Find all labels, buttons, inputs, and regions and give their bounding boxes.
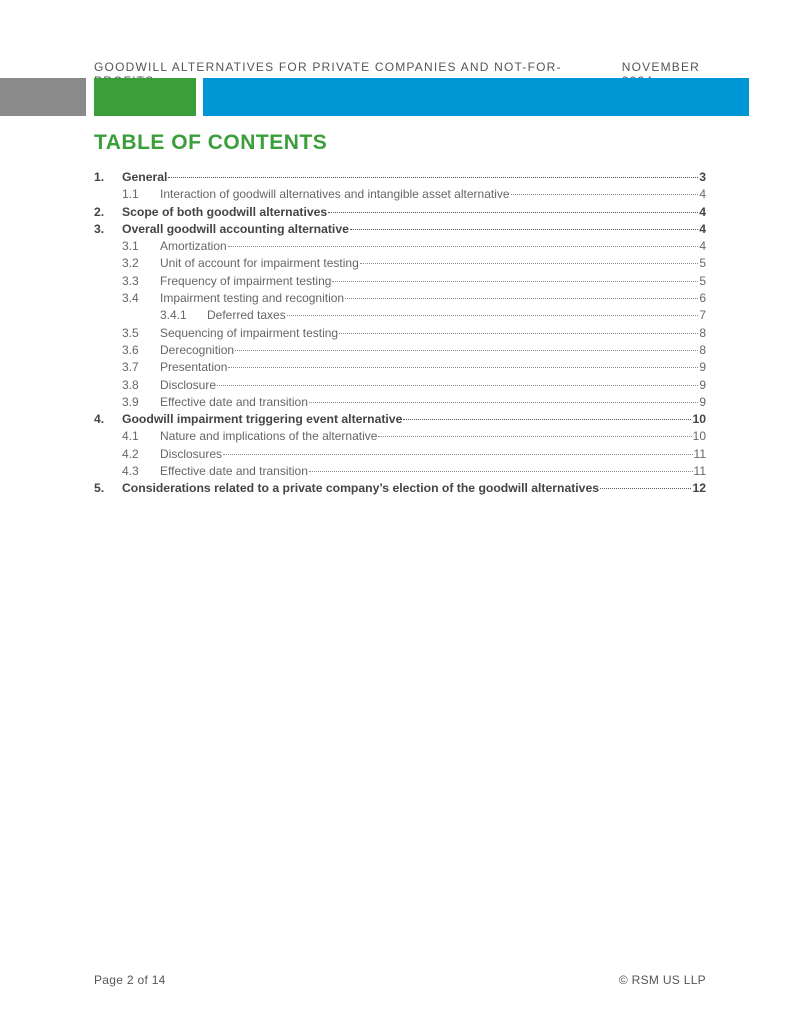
toc-entry[interactable]: [94, 325, 706, 342]
toc-entry-page: 10: [692, 429, 706, 444]
toc-entry-page: 11: [693, 446, 706, 461]
toc-entry-number: 3.8: [122, 377, 139, 392]
toc-entry-number: 3.6: [122, 342, 139, 357]
toc-entry-number: 3.1: [122, 239, 139, 254]
toc-entry-page: 7: [699, 308, 706, 323]
toc-entry[interactable]: [94, 273, 706, 290]
toc-entry[interactable]: [94, 428, 706, 445]
toc-leader-dots: [217, 385, 698, 386]
toc-entry-number: 1.: [94, 170, 105, 184]
toc-entry[interactable]: [94, 377, 706, 394]
toc-leader-dots: [287, 315, 699, 316]
toc-entry-page: 4: [699, 239, 706, 254]
toc-entry-number: 4.1: [122, 429, 139, 444]
toc-leader-dots: [403, 419, 691, 420]
toc-leader-dots: [228, 367, 698, 368]
toc-entry[interactable]: [94, 204, 706, 221]
page-number: Page 2 of 14: [94, 973, 166, 987]
page-footer: [94, 973, 706, 987]
toc-entry-page: 5: [699, 273, 706, 288]
toc-entry-page: 4: [699, 187, 706, 202]
toc-entry[interactable]: [94, 255, 706, 272]
toc-entry-title: Derecognition: [160, 342, 235, 357]
toc-leader-dots: [309, 471, 693, 472]
toc-entry-number: 3.9: [122, 394, 139, 409]
toc-entry-title: Disclosure: [160, 377, 217, 392]
toc-leader-dots: [360, 263, 699, 264]
toc-leader-dots: [168, 177, 698, 178]
toc-entry-number: 3.5: [122, 325, 139, 340]
toc-entry-title: Sequencing of impairment testing: [160, 325, 339, 340]
toc-entry[interactable]: [94, 463, 706, 480]
toc-entry[interactable]: [94, 411, 706, 428]
toc-entry[interactable]: [94, 342, 706, 359]
toc-entry-number: 3.7: [122, 360, 139, 375]
toc-leader-dots: [228, 246, 699, 247]
toc-leader-dots: [345, 298, 698, 299]
toc-leader-dots: [223, 454, 693, 455]
toc-entry-title: General: [122, 170, 168, 184]
header-band-blue: [203, 78, 749, 116]
toc-entry-title: Impairment testing and recognition: [160, 291, 345, 306]
toc-entry[interactable]: [94, 394, 706, 411]
toc-entry-title: Considerations related to a private company’s election of the goodwill alternatives: [122, 481, 600, 496]
toc-entry[interactable]: [94, 446, 706, 463]
copyright: © RSM US LLP: [618, 973, 706, 987]
toc-entry-page: 4: [699, 204, 706, 219]
toc-entry-number: 3.4: [122, 291, 139, 306]
toc-entry-title: Interaction of goodwill alternatives and intangible asset alternative: [160, 187, 510, 202]
toc-entry-number: 3.: [94, 221, 105, 236]
toc-entry-title: Effective date and transition: [160, 394, 308, 409]
toc-entry-number: 5.: [94, 481, 105, 496]
toc-entry-page: 9: [699, 394, 706, 409]
toc-entry-number: 1.1: [122, 187, 139, 202]
toc-entry[interactable]: [94, 186, 706, 203]
toc-entry-page: 12: [692, 481, 706, 496]
toc-entry-number: 4.2: [122, 446, 139, 461]
toc-entry[interactable]: [94, 238, 706, 255]
toc-entry[interactable]: [94, 359, 706, 376]
toc-entry-title: Disclosures: [160, 446, 223, 461]
toc-entry-number: 4.3: [122, 464, 139, 479]
toc-entry-page: 8: [699, 342, 706, 357]
toc-entry-number: 3.3: [122, 273, 139, 288]
toc-leader-dots: [332, 281, 698, 282]
toc-entry[interactable]: [94, 307, 706, 324]
toc-entry-title: Effective date and transition: [160, 464, 308, 479]
toc-entry-title: Unit of account for impairment testing: [160, 256, 359, 271]
toc-entry-page: 8: [699, 325, 706, 340]
toc-entry-title: Goodwill impairment triggering event alternative: [122, 412, 403, 427]
toc-entry[interactable]: [94, 480, 706, 497]
toc-entry-page: 11: [693, 464, 706, 479]
toc-leader-dots: [235, 350, 698, 351]
toc-leader-dots: [378, 436, 691, 437]
toc-entry-title: Overall goodwill accounting alternative: [122, 221, 349, 236]
toc-entry-page: 10: [692, 412, 706, 427]
toc-entry-page: 9: [699, 377, 706, 392]
toc-entry-title: Nature and implications of the alternative: [160, 429, 378, 444]
header-band-gray: [0, 78, 86, 116]
toc-entry[interactable]: [94, 290, 706, 307]
toc-entry[interactable]: [94, 221, 706, 238]
toc-leader-dots: [328, 212, 698, 213]
table-of-contents: [94, 169, 706, 498]
document-date: NOVEMBER: [621, 60, 701, 74]
toc-entry-number: 3.4.1: [160, 308, 187, 323]
document-title: GOODWILL ALTERNATIVES FOR PRIVATE COMPANIES AND NOT-FOR-: [94, 60, 562, 74]
toc-entry-title: Amortization: [160, 239, 227, 254]
toc-entry-number: 4.: [94, 412, 105, 427]
toc-leader-dots: [511, 194, 699, 195]
toc-entry[interactable]: [94, 169, 706, 186]
toc-entry-number: 2.: [94, 204, 105, 219]
toc-entry-title: Presentation: [160, 360, 228, 375]
toc-leader-dots: [600, 488, 691, 489]
toc-entry-title: Deferred taxes: [207, 308, 286, 323]
toc-leader-dots: [339, 333, 698, 334]
toc-entry-page: 9: [699, 360, 706, 375]
toc-entry-page: 4: [699, 221, 706, 236]
toc-entry-page: 3: [699, 170, 706, 184]
toc-leader-dots: [309, 402, 698, 403]
toc-title: TABLE OF CONTENTS: [94, 131, 328, 154]
toc-entry-title: Frequency of impairment testing: [160, 273, 332, 288]
toc-entry-page: 6: [699, 291, 706, 306]
toc-entry-number: 3.2: [122, 256, 139, 271]
toc-leader-dots: [350, 229, 698, 230]
toc-entry-page: 5: [699, 256, 706, 271]
toc-entry-title: Scope of both goodwill alternatives: [122, 204, 328, 219]
header-band-green: [94, 78, 196, 116]
